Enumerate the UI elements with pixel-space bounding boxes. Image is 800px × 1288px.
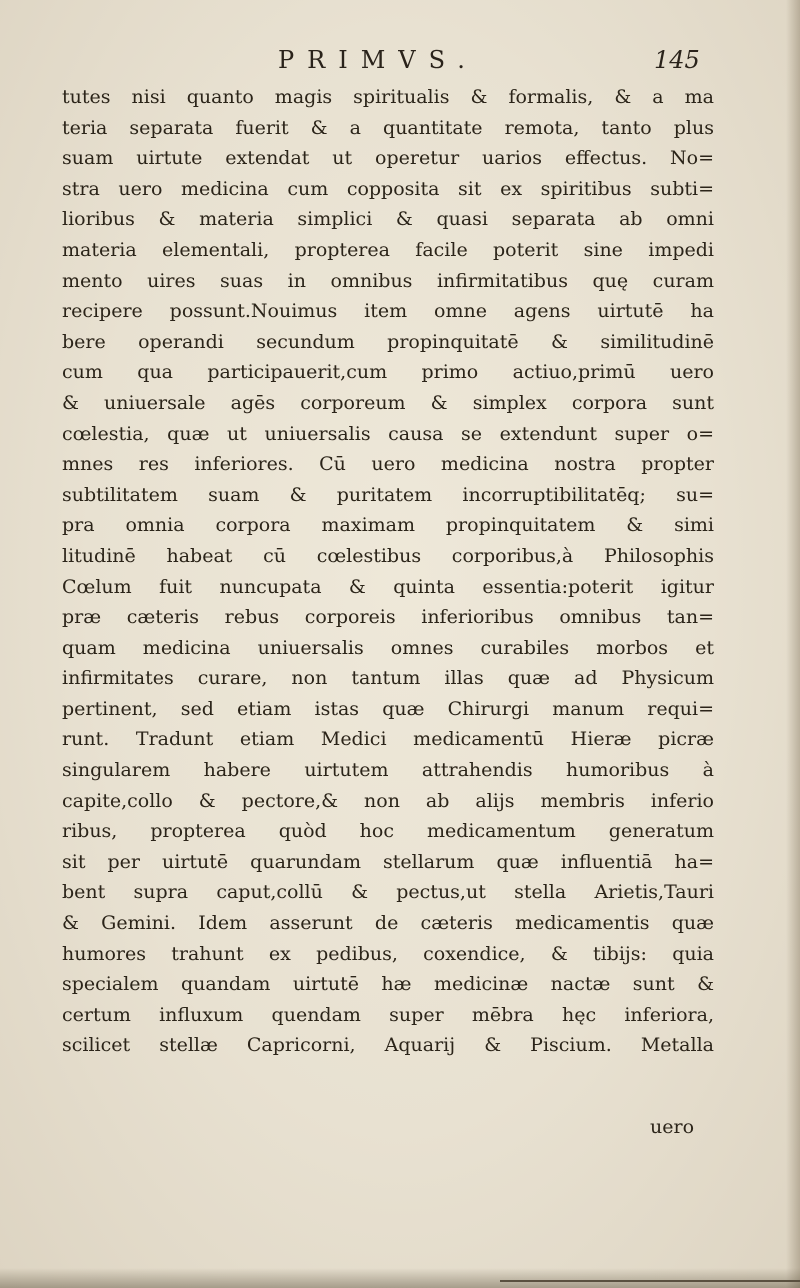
text-line: suam uirtute extendat ut operetur uarios effectus. No= (62, 147, 714, 170)
catchword: uero (650, 1116, 695, 1138)
text-line: quam medicina uniuersalis omnes curabiles morbos et (62, 636, 714, 659)
text-line: infirmitates curare, non tantum illas quæ ad Physicum (62, 667, 714, 690)
text-line: bent supra caput,collū & pectus,ut stella Arietis,Tauri (62, 881, 714, 904)
page-number: 145 (654, 46, 700, 74)
text-line: sit per uirtutē quarundam stellarum quæ influentiā ha= (62, 850, 714, 873)
text-line: capite,collo & pectore,& non ab alijs membris inferio (62, 789, 714, 812)
body-text (62, 82, 714, 1061)
text-line: pertinent, sed etiam istas quæ Chirurgi manum requi= (62, 697, 714, 720)
page-header (0, 42, 800, 82)
text-line: & uniuersale agēs corporeum & simplex corpora sunt (62, 391, 714, 414)
text-line: specialem quandam uirtutē hæ medicinæ nactæ sunt & (62, 973, 714, 996)
text-line: tutes nisi quanto magis spiritualis & formalis, & a ma (62, 86, 714, 108)
running-head: PRIMVS. (278, 46, 478, 74)
text-line: recipere possunt.Nouimus item omne agens uirtutē ha (62, 300, 714, 323)
text-line: lioribus & materia simplici & quasi separata ab omni (62, 208, 714, 231)
text-line: teria separata fuerit & a quantitate remota, tanto plus (62, 116, 714, 139)
text-line: cœlestia, quæ ut uniuersalis causa se extendunt super o= (62, 422, 714, 445)
text-line: runt. Tradunt etiam Medici medicamentū Hieræ picræ (62, 728, 714, 751)
page-edge-shadow (786, 0, 800, 1288)
text-line: bere operandi secundum propinquitatē & similitudinē (62, 330, 714, 353)
text-line: cum qua participauerit,cum primo actiuo,primū uero (62, 361, 714, 384)
text-line: & Gemini. Idem asserunt de cæteris medicamentis quæ (62, 912, 714, 935)
text-line: scilicet stellæ Capricorni, Aquarij & Piscium. Metalla (62, 1034, 714, 1057)
text-line: certum influxum quendam super mēbra hęc inferiora, (62, 1003, 714, 1026)
text-line: subtilitatem suam & puritatem incorruptibilitatēq; su= (62, 483, 714, 506)
text-line: mento uires suas in omnibus infirmitatibus quę curam (62, 269, 714, 292)
page-bottom-shadow (0, 1268, 800, 1288)
text-line: pra omnia corpora maximam propinquitatem & simi (62, 514, 714, 537)
page-bottom-edge (500, 1280, 800, 1282)
text-line: ribus, propterea quòd hoc medicamentum generatum (62, 820, 714, 843)
text-line: materia elementali, propterea facile poterit sine impedi (62, 238, 714, 261)
text-line: mnes res inferiores. Cū uero medicina nostra propter (62, 453, 714, 476)
text-line: singularem habere uirtutem attrahendis humoribus à (62, 759, 714, 782)
text-line: præ cæteris rebus corporeis inferioribus omnibus tan= (62, 606, 714, 629)
text-line: humores trahunt ex pedibus, coxendice, & tibijs: quia (62, 942, 714, 965)
text-line: litudinē habeat cū cœlestibus corporibus,à Philosophis (62, 544, 714, 567)
text-line: stra uero medicina cum copposita sit ex spiritibus subti= (62, 177, 714, 200)
text-line: Cœlum fuit nuncupata & quinta essentia:poterit igitur (62, 575, 714, 598)
